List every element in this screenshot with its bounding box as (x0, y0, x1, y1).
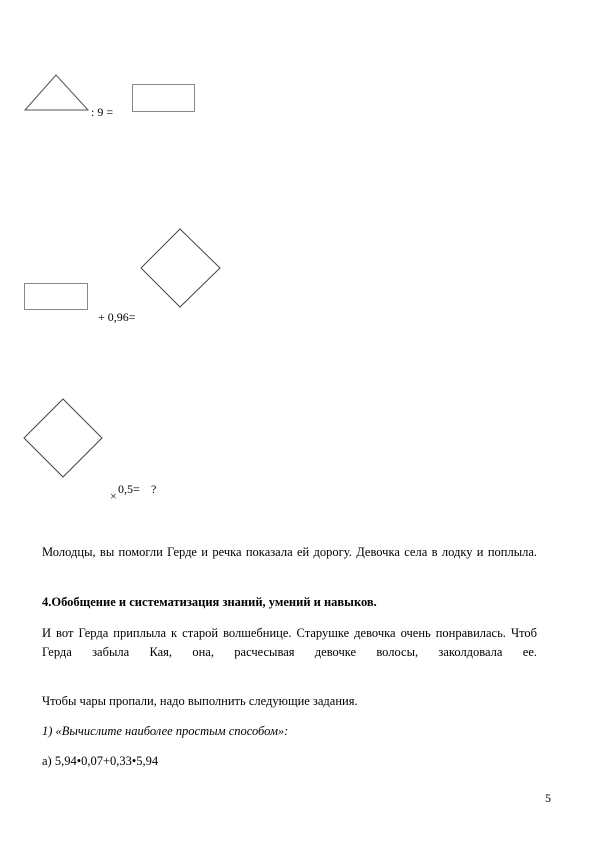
page-number: 5 (545, 791, 551, 805)
story-paragraph: И вот Герда приплыла к старой волшебнице. Старушке девочка очень понравилась. Чтоб Герда забыла Кая, она, расчесывая девочке волосы, заколдовала ее. (42, 626, 537, 659)
diamond-shape (140, 228, 222, 310)
story-paragraph: Чтобы чары пропали, надо выполнить следующие задания. (42, 694, 358, 708)
answer-box (132, 84, 195, 112)
section-heading: 4.Обобщение и систематизация знаний, умений и навыков. (42, 595, 377, 609)
task-heading: 1) «Вычислите наиболее простым способом»: (42, 724, 289, 738)
times-sign: × (110, 489, 117, 503)
question-mark: ? (151, 482, 157, 496)
diamond-shape (22, 398, 104, 480)
story-paragraph: Молодцы, вы помогли Герде и речка показала ей дорогу. Девочка села в лодку и поплыла. (42, 545, 537, 559)
task-item: а) 5,94•0,07+0,33•5,94 (42, 754, 159, 768)
triangle-shape (24, 74, 90, 112)
exercise2-operator: + 0,96= (98, 310, 136, 324)
exercise1-operator: : 9 = (91, 105, 114, 119)
exercise3-operator: 0,5= (118, 482, 140, 496)
rectangle-shape (24, 283, 88, 310)
